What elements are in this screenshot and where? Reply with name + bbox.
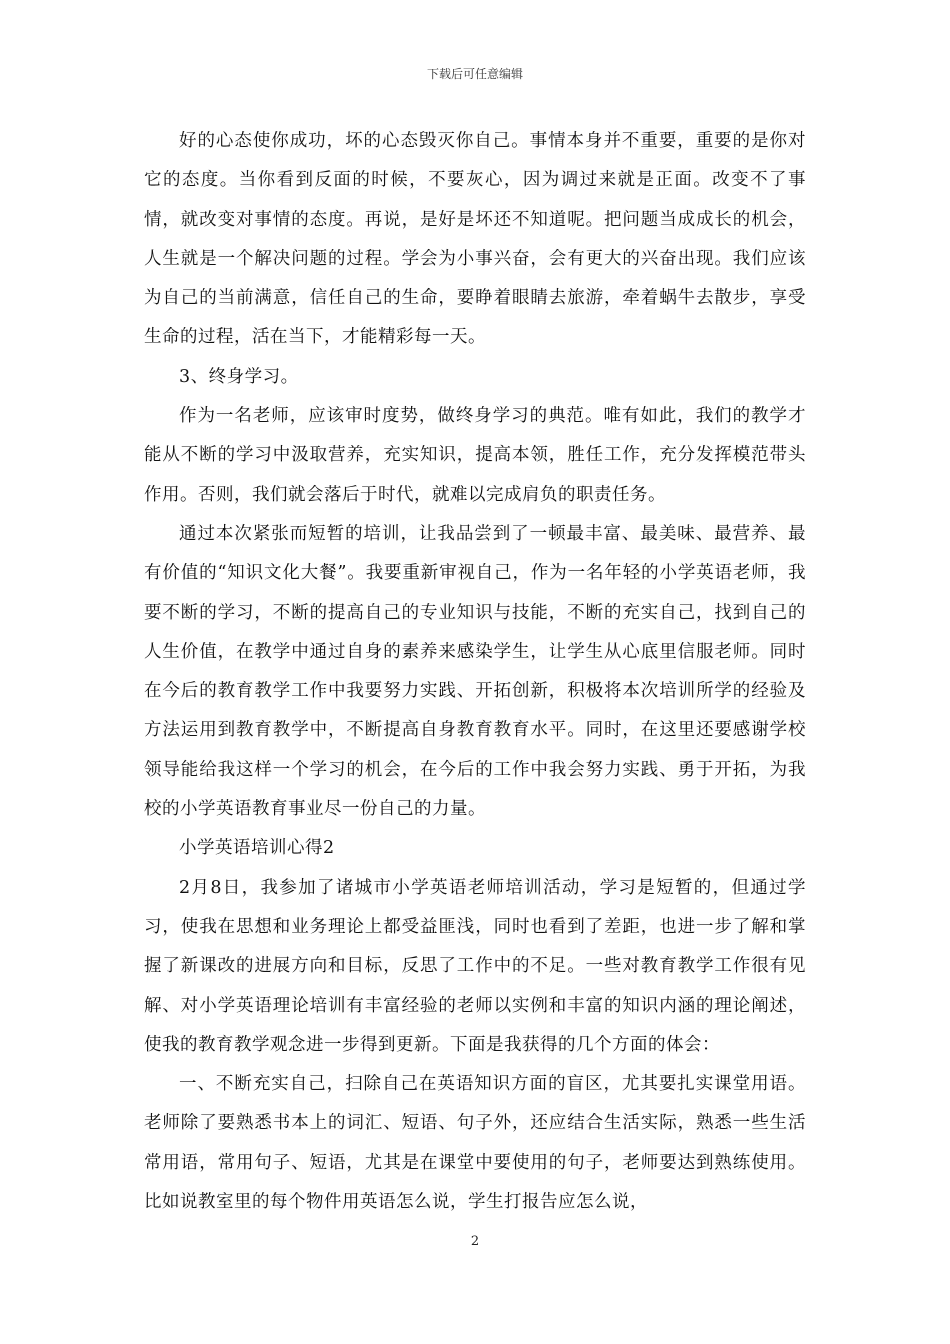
- paragraph-teacher-learning: 作为一名老师，应该审时度势，做终身学习的典范。唯有如此，我们的教学才能从不断的学习中汲取营养，充实知识，提高本领，胜任工作，充分发挥模范带头作用。否则，我们就会落后于时代，就难以完成肩负的职责任务。: [144, 406, 806, 505]
- page-header: 下载后可任意编辑: [426, 67, 523, 81]
- paragraph-attitude: 好的心态使你成功，坏的心态毁灭你自己。事情本身并不重要，重要的是你对它的态度。当你看到反面的时候，不要灰心，因为调过来就是正面。改变不了事情，就改变对事情的态度。再说，是好是坏还不知道呢。把问题当成成长的机会，人生就是一个解决问题的过程。学会为小事兴奋，会有更大的兴奋出现。我们应该为自己的当前满意，信任自己的生命，要睁着眼睛去旅游，牵着蜗牛去散步，享受生命的过程，活在当下，才能精彩每一天。: [144, 131, 806, 348]
- paragraph-feb8-training: 2月8日，我参加了诸城市小学英语老师培训活动，学习是短暂的，但通过学习，使我在思想和业务理论上都受益匪浅，同时也看到了差距，也进一步了解和掌握了新课改的进展方向和目标，反思了工作中的不足。一些对教育教学工作很有见解、对小学英语理论培训有丰富经验的老师以实例和丰富的知识内涵的理论阐述，使我的教育教学观念进一步得到更新。下面是我获得的几个方面的体会：: [144, 877, 806, 1055]
- page-number: 2: [470, 1234, 480, 1249]
- section-title-training-notes-2: 小学英语培训心得2: [179, 838, 335, 859]
- paragraph-classroom-language: 一、不断充实自己，扫除自己在英语知识方面的盲区，尤其要扎实课堂用语。老师除了要熟悉书本上的词汇、短语、句子外，还应结合生活实际，熟悉一些生活常用语，常用句子、短语，尤其是在课堂中要使用的句子，老师要达到熟练使用。比如说教室里的每个物件用英语怎么说，学生打报告应怎么说，: [144, 1074, 806, 1213]
- paragraph-training-reflection: 通过本次紧张而短暂的培训，让我品尝到了一顿最丰富、最美味、最营养、最有价值的“知识文化大餐”。我要重新审视自己，作为一名年轻的小学英语老师，我要不断的学习，不断的提高自己的专业知识与技能，不断的充实自己，找到自己的人生价值，在教学中通过自身的素养来感染学生，让学生从心底里信服老师。同时在今后的教育教学工作中我要努力实践、开拓创新，积极将本次培训所学的经验及方法运用到教育教学中，不断提高自身教育教育水平。同时，在这里还要感谢学校领导能给我这样一个学习的机会，在今后的工作中我会努力实践、勇于开拓，为我校的小学英语教育事业尽一份自己的力量。: [144, 523, 806, 820]
- document-body: [144, 122, 806, 1222]
- section-heading-lifelong-learning: 3、终身学习。: [179, 366, 299, 387]
